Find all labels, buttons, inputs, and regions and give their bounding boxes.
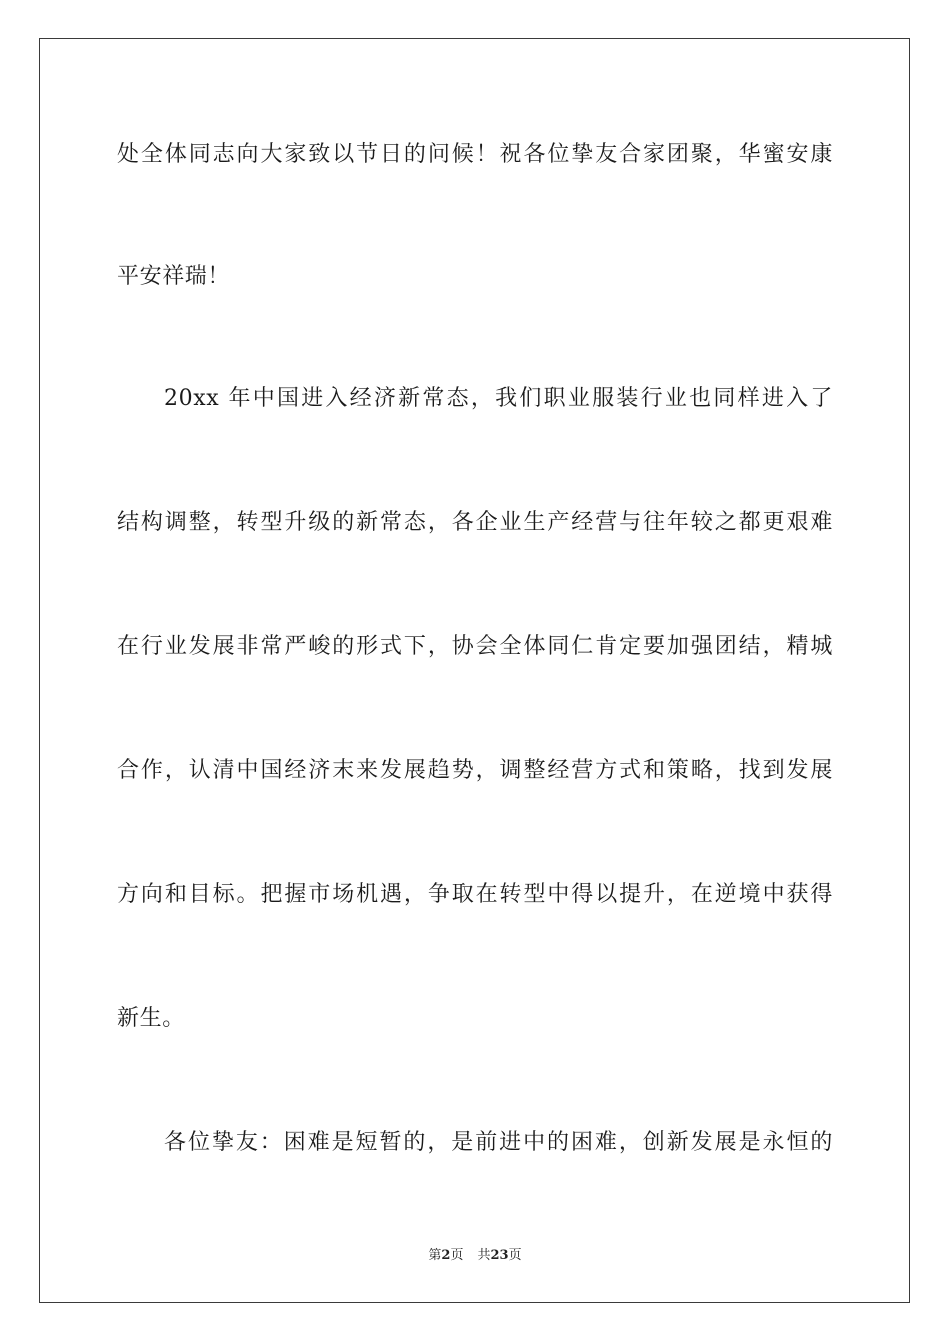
total-suffix: 页 (508, 1248, 522, 1263)
page-prefix: 第 (428, 1248, 442, 1263)
page-footer (0, 1247, 950, 1265)
page-number: 2 (441, 1248, 451, 1263)
body-text-line-1: 处全体同志向大家致以节日的问候！祝各位挚友合家团聚，华蜜安康 (117, 142, 833, 167)
paragraph-2-line-4: 合作，认清中国经济末来发展趋势，调整经营方式和策略，找到发展 (117, 758, 833, 783)
paragraph-3-line-1: 各位挚友：困难是短暂的，是前进中的困难，创新发展是永恒的 (164, 1130, 833, 1155)
page-suffix: 页 (450, 1248, 464, 1263)
body-text-line-2: 平安祥瑞！ (117, 264, 231, 289)
paragraph-2-line-2: 结构调整，转型升级的新常态，各企业生产经营与往年较之都更艰难 (117, 510, 833, 535)
total-prefix: 共 (477, 1248, 491, 1263)
total-pages: 23 (490, 1248, 509, 1263)
paragraph-2-line-1: 20xx 年中国进入经济新常态，我们职业服装行业也同样进入了 (164, 386, 833, 411)
paragraph-2-line-3: 在行业发展非常严峻的形式下，协会全体同仁肯定要加强团结，精城 (117, 634, 833, 659)
paragraph-2-line-6: 新生。 (117, 1006, 185, 1031)
page-border (39, 38, 910, 1303)
paragraph-2-line-5: 方向和目标。把握市场机遇，争取在转型中得以提升，在逆境中获得 (117, 882, 833, 907)
